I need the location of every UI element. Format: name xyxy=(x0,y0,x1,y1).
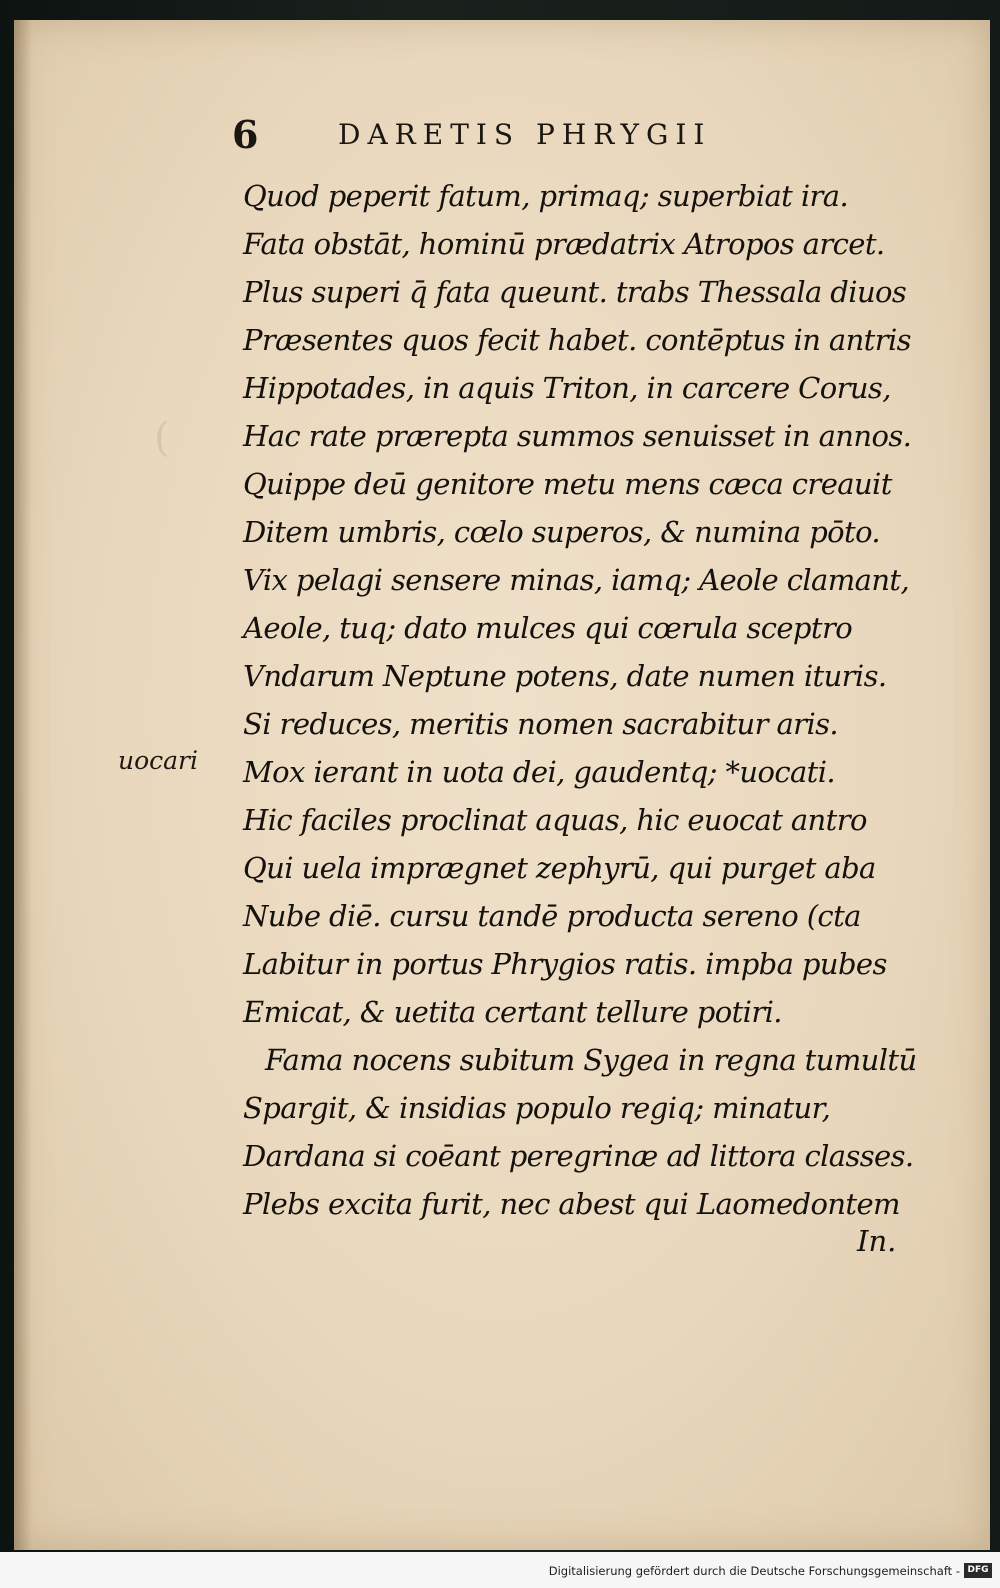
verse-line: Ditem umbris, cœlo superos, & numina pōto. xyxy=(243,515,881,549)
verse-line: Plebs excita furit, nec abest qui Laomedontem xyxy=(243,1187,900,1221)
dfg-logo: DFG xyxy=(964,1563,992,1578)
catchword: In. xyxy=(857,1224,897,1258)
verse-text xyxy=(243,172,923,1228)
verse-line: Hic faciles proclinat aquas, hic euocat antro xyxy=(243,803,867,837)
funding-credit: Digitalisierung gefördert durch die Deutsche Forschungsgemeinschaft - xyxy=(548,1564,960,1578)
verse-line: Plus superi q̄ fata queunt. trabs Thessala diuos xyxy=(243,275,907,309)
digitization-footer xyxy=(0,1552,1000,1588)
verse-line: Spargit, & insidias populo regiq; minatur, xyxy=(243,1091,831,1125)
verse-line: Vndarum Neptune potens, date numen ituris. xyxy=(243,659,887,693)
show-through-mark: ( xyxy=(154,415,170,461)
verse-line: Nube diē. cursu tandē producta sereno (cta xyxy=(243,899,861,933)
verse-line: Dardana si coēant peregrinæ ad littora classes. xyxy=(243,1139,914,1173)
verse-line: Quippe deū genitore metu mens cæca creauit xyxy=(243,467,892,501)
verse-line: Fama nocens subitum Sygea in regna tumultū xyxy=(265,1043,917,1077)
running-title: DARETIS PHRYGII xyxy=(338,118,712,151)
verse-line: Hac rate prærepta summos senuisset in annos. xyxy=(243,419,912,453)
verse-line: Aeole, tuq; dato mulces qui cœrula sceptro xyxy=(243,611,853,645)
verse-line: Præsentes quos fecit habet. contēptus in antris xyxy=(243,323,911,357)
verse-line: Quod peperit fatum, primaq; superbiat ira. xyxy=(243,179,849,213)
verse-line: Hippotades, in aquis Triton, in carcere Corus, xyxy=(243,371,891,405)
verse-line: Emicat, & uetita certant tellure potiri. xyxy=(243,995,782,1029)
verse-line: Qui uela imprægnet zephyrū, qui purget aba xyxy=(243,851,876,885)
verse-line: Mox ierant in uota dei, gaudentq; *uocati. xyxy=(243,755,836,789)
verse-line: Si reduces, meritis nomen sacrabitur aris. xyxy=(243,707,839,741)
page-header xyxy=(232,112,832,162)
verse-line: Fata obstāt, hominū prædatrix Atropos arcet. xyxy=(243,227,885,261)
verse-line: Vix pelagi sensere minas, iamq; Aeole clamant, xyxy=(243,563,910,597)
page-number: 6 xyxy=(232,112,259,157)
verse-line: Labitur in portus Phrygios ratis. impba pubes xyxy=(243,947,887,981)
marginal-note: uocari xyxy=(118,746,199,775)
